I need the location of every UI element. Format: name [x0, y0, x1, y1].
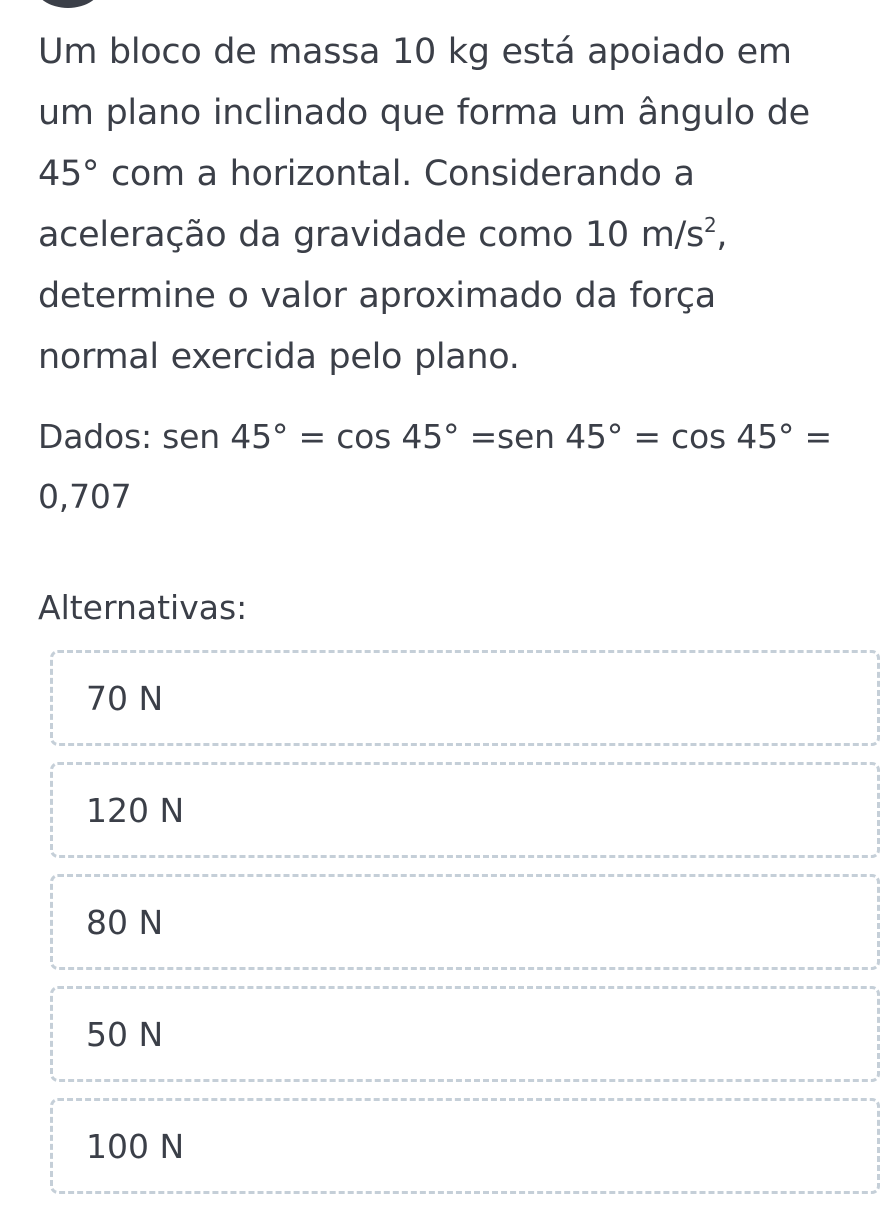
answer-option-label: 70 N	[86, 679, 164, 718]
answer-option-d[interactable]	[50, 986, 880, 1082]
answer-option-label: 120 N	[86, 791, 185, 830]
answer-option-c[interactable]	[50, 874, 880, 970]
avatar	[34, 0, 102, 8]
alternatives-title: Alternativas:	[38, 588, 248, 627]
exponent: 2	[703, 213, 717, 237]
given-data-line: 0,707	[38, 477, 132, 516]
question-line: normal exercida pelo plano.	[38, 337, 520, 377]
question-text	[38, 22, 868, 388]
question-line-text: aceleração da gravidade como 10 m/s	[38, 215, 704, 255]
alternatives-list	[50, 650, 880, 1210]
answer-option-label: 100 N	[86, 1127, 185, 1166]
question-line: determine o valor aproximado da força	[38, 276, 716, 316]
question-line: Um bloco de massa 10 kg está apoiado em	[38, 32, 792, 72]
question-line	[38, 205, 868, 266]
answer-option-a[interactable]	[50, 650, 880, 746]
comma: ,	[716, 215, 728, 255]
answer-option-b[interactable]	[50, 762, 880, 858]
answer-option-e[interactable]	[50, 1098, 880, 1194]
given-data	[38, 407, 868, 527]
question-line: um plano inclinado que forma um ângulo de	[38, 93, 810, 133]
given-data-line: Dados: sen 45° = cos 45° =sen 45° = cos 45° =	[38, 417, 832, 456]
answer-option-label: 50 N	[86, 1015, 164, 1054]
answer-option-label: 80 N	[86, 903, 164, 942]
question-line: 45° com a horizontal. Considerando a	[38, 154, 695, 194]
